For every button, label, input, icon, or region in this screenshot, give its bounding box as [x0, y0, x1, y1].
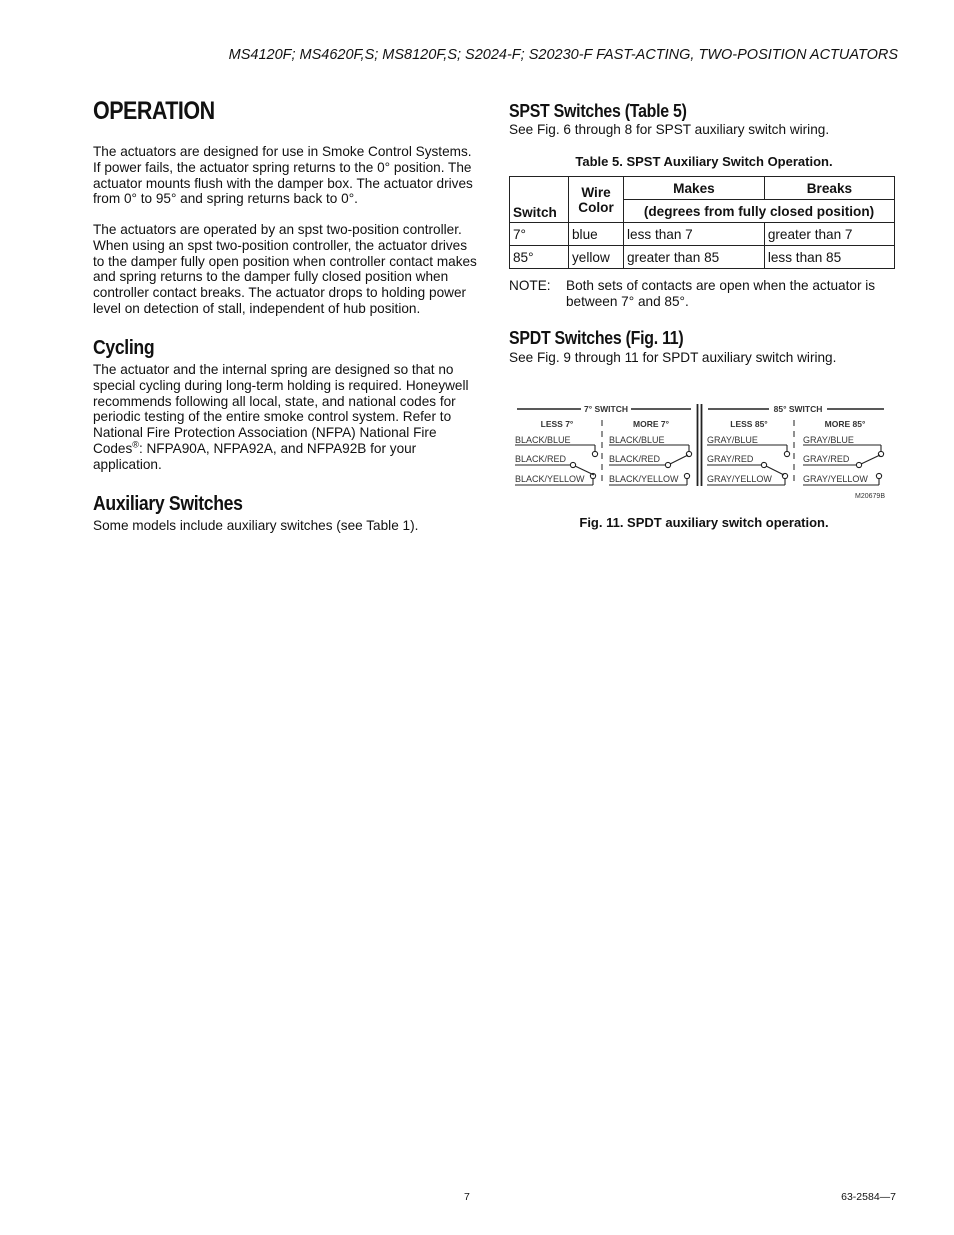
operation-paragraph-2: The actuators are operated by an spst two-position controller. When using an spst two-position controller, the actuator drives to the damper fully open position when controller contact makes and spring returns to the damper fully closed position when controller contact breaks. The actuator drops to holding power level on detection of stall, independent of hub position. [93, 222, 477, 316]
less85-label: LESS 85° [730, 419, 768, 429]
operation-heading: OPERATION [93, 97, 215, 125]
cycling-paragraph [93, 362, 481, 473]
cell-breaks: less than 85 [764, 246, 894, 269]
more7-label: MORE 7° [633, 419, 669, 429]
wire-label: BLACK/RED [515, 454, 567, 464]
col-header-breaks: Breaks [764, 177, 894, 200]
wire-label: GRAY/BLUE [803, 435, 854, 445]
spst-heading: SPST Switches (Table 5) [509, 100, 687, 121]
note-label: NOTE: [509, 278, 551, 293]
auxiliary-switches-heading: Auxiliary Switches [93, 492, 243, 515]
spdt-intro: See Fig. 9 through 11 for SPDT auxiliary switch wiring. [509, 350, 837, 365]
operation-paragraph-1: The actuators are designed for use in Smoke Control Systems. If power fails, the actuator spring returns to the 0° position. The actuator mounts flush with the damper box. The actuator drives from 0° to 95° and spring returns back to 0°. [93, 144, 473, 207]
note-text: Both sets of contacts are open when the actuator is between 7° and 85°. [566, 278, 876, 309]
spst-table [509, 176, 895, 269]
cell-wire: blue [569, 223, 624, 246]
wire-label: GRAY/YELLOW [707, 474, 772, 484]
wire-label: GRAY/YELLOW [803, 474, 868, 484]
auxiliary-switches-paragraph: Some models include auxiliary switches (see Table 1). [93, 518, 419, 533]
wire-label: GRAY/BLUE [707, 435, 758, 445]
wire-label: GRAY/RED [707, 454, 754, 464]
more85-label: MORE 85° [824, 419, 866, 429]
cell-switch: 85° [510, 246, 569, 269]
wire-label: GRAY/RED [803, 454, 850, 464]
page-number: 7 [464, 1191, 470, 1203]
less7-label: LESS 7° [540, 419, 574, 429]
document-number: 63-2584—7 [841, 1191, 896, 1203]
switch85-title: 85° SWITCH [773, 404, 823, 414]
wire-label: BLACK/RED [609, 454, 661, 464]
wire-label: BLACK/BLUE [515, 435, 571, 445]
figure-code: M20679B [855, 493, 885, 500]
cell-breaks: greater than 7 [764, 223, 894, 246]
cycling-text-start: The actuator and the internal spring are designed so that no special cycling during long-term holding is required. Honeywell recommends following all local, state, and national codes for periodic testing of the entire smoke control system. Refer to National Fire Protection Association (NFPA) National Fire Codes [93, 362, 469, 456]
registered-mark: ® [132, 439, 139, 450]
col-header-wire-color: Wire Color [569, 177, 624, 223]
col-header-switch: Switch [510, 177, 569, 223]
cell-makes: greater than 85 [624, 246, 765, 269]
page-header: MS4120F; MS4620F,S; MS8120F,S; S2024-F; S20230-F FAST-ACTING, TWO-POSITION ACTUATORS [228, 47, 898, 63]
cycling-heading: Cycling [93, 336, 155, 359]
wire-label: BLACK/BLUE [609, 435, 665, 445]
col-subheader-degrees: (degrees from fully closed position) [624, 200, 895, 223]
spdt-heading: SPDT Switches (Fig. 11) [509, 327, 684, 348]
cycling-text-end: : NFPA90A, NFPA92A, and NFPA92B for your application. [93, 440, 417, 472]
cell-switch: 7° [510, 223, 569, 246]
cell-wire: yellow [569, 246, 624, 269]
wire-label: BLACK/YELLOW [609, 474, 679, 484]
fig11-caption: Fig. 11. SPDT auxiliary switch operation. [579, 515, 829, 530]
cell-makes: less than 7 [624, 223, 765, 246]
table5-caption: Table 5. SPST Auxiliary Switch Operation. [575, 154, 833, 169]
wire-label: BLACK/YELLOW [515, 474, 585, 484]
table-row [510, 246, 895, 269]
switch7-title: 7° SWITCH [583, 404, 629, 414]
table-row [510, 223, 895, 246]
spst-intro: See Fig. 6 through 8 for SPST auxiliary switch wiring. [509, 122, 830, 137]
col-header-makes: Makes [624, 177, 765, 200]
spdt-switch-diagram [509, 398, 895, 504]
